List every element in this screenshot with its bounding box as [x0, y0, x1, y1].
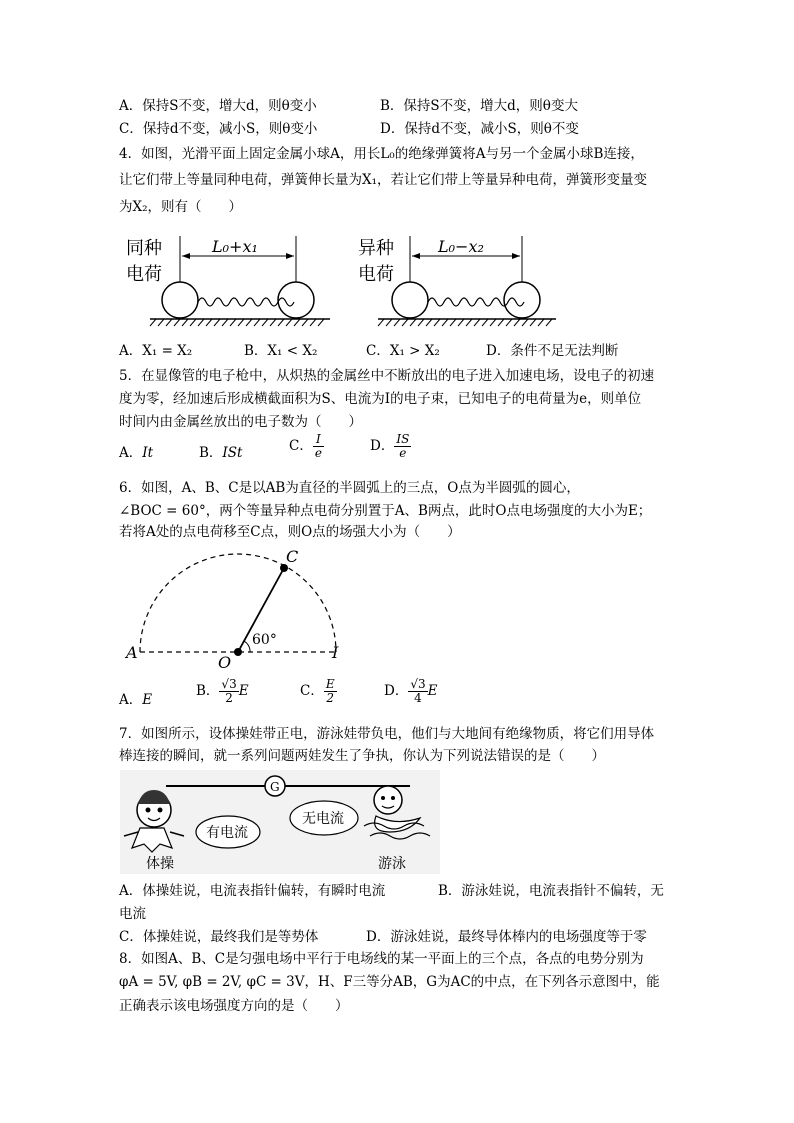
- q4-right-length-label: L₀−x₂: [438, 237, 484, 256]
- q4-line-2: 让它们带上等量同种电荷，弹簧伸长量为X₁，若让它们带上等量异种电荷，弹簧形变量变: [119, 172, 648, 188]
- q6-option-d: [384, 678, 437, 705]
- q6-option-d-numerator: √3: [410, 677, 426, 691]
- q4-left-ball-b: [278, 282, 314, 318]
- q6-semicircle-figure: [120, 544, 350, 672]
- q6-option-c-denominator: 2: [326, 691, 335, 705]
- q5-option-d: [370, 433, 411, 460]
- q6-line-1: 6．如图，A、B、C是以AB为直径的半圆弧上的三点，O点为半圆弧的圆心，: [119, 480, 580, 496]
- q6-option-c-numerator: E: [325, 677, 335, 691]
- q4-option-b: B．X₁ < X₂: [244, 343, 318, 359]
- q6-option-b-numerator: √3: [221, 677, 237, 691]
- q5-line-1: 5．在显像管的电子枪中，从炽热的金属丝中不断放出的电子进入加速电场，设电子的初速: [119, 368, 655, 384]
- q7-line-1: 7．如图所示，设体操娃带正电，游泳娃带负电，他们与大地间有绝缘物质，将它们用导体: [119, 726, 655, 742]
- q3-option-c: C．保持d不变，减小S，则θ变小: [119, 121, 318, 137]
- q8-line-3: 正确表示该电场强度方向的是（ ）: [119, 998, 349, 1014]
- q5-line-2: 度为零，经加速后形成横截面积为S、电流为I的电子束，已知电子的电荷量为e，则单位: [119, 391, 642, 407]
- q4-left-label-2: 电荷: [126, 264, 162, 285]
- q6-option-b-denominator: 2: [225, 691, 233, 705]
- q4-option-d: D．条件不足无法判断: [486, 343, 619, 359]
- q3-option-a: A．保持S不变，增大d，则θ变小: [119, 98, 317, 114]
- q7-cartoon-figure: [120, 770, 440, 874]
- q7-option-c: C．体操娃说，最终我们是等势体: [119, 929, 319, 945]
- q4-spring-figure: [120, 228, 570, 328]
- q5-option-c-label: C．: [289, 438, 313, 454]
- q6-angle-label: 60°: [252, 632, 277, 648]
- q7-galvanometer-label: G: [270, 780, 280, 794]
- q5-line-3: 时间内由金属丝放出的电子数为（ ）: [119, 414, 362, 430]
- q6-line-2: ∠BOC = 60°，两个等量异种点电荷分别置于A、B两点，此时O点电场强度的大小为E；: [119, 503, 652, 519]
- q5-option-a-expr: It: [142, 445, 154, 461]
- q4-right-label-1: 异种: [358, 238, 394, 259]
- q7-option-a: A．体操娃说，电流表指针偏转，有瞬时电流: [119, 883, 386, 899]
- q4-right-label-2: 电荷: [358, 264, 394, 285]
- q6-option-c: [300, 678, 337, 705]
- q6-option-b: [196, 678, 249, 705]
- q6-arc: [140, 554, 336, 652]
- q5-option-c-numerator: I: [313, 433, 324, 447]
- q8-line-1: 8．如图A、B、C是匀强电场中平行于电场线的某一平面上的三个点，各点的电势分别为: [119, 951, 644, 967]
- q7-label-gymnast: 体操: [146, 856, 174, 872]
- q5-option-a: [119, 443, 153, 463]
- q3-option-d: D．保持d不变，减小S，则θ不变: [380, 121, 579, 137]
- q4-left-ball-a: [162, 282, 198, 318]
- q6-point-o: [234, 648, 242, 656]
- q8-line-2: φA = 5V, φB = 2V, φC = 3V，H、F三等分AB，G为AC的中点，在下列各示意图中，能: [119, 974, 660, 990]
- q6-label-b: I: [332, 643, 339, 662]
- q4-left-label-1: 同种: [126, 238, 162, 259]
- q5-option-d-numerator: IS: [396, 432, 410, 446]
- q5-option-c: [289, 433, 324, 460]
- q4-option-a: A．X₁ = X₂: [119, 343, 193, 359]
- q6-option-d-tail: E: [427, 683, 438, 699]
- q5-option-d-denominator: e: [399, 446, 407, 460]
- q6-line-3: 若将A处的点电荷移至C点，则O点的场强大小为（ ）: [119, 524, 461, 540]
- q6-option-a-expr: E: [142, 692, 153, 708]
- q4-option-c: C．X₁ > X₂: [366, 343, 440, 359]
- q6-label-c: C: [286, 547, 299, 566]
- q6-option-b-label: B．: [196, 683, 220, 699]
- q7-line-2: 棒连接的瞬间，就一系列问题两娃发生了争执，你认为下列说法错误的是（ ）: [119, 748, 605, 764]
- q7-option-d: D．游泳娃说，最终导体棒内的电场强度等于零: [366, 929, 647, 945]
- q7-bubble-left-text: 有电流: [206, 825, 248, 841]
- q5-option-d-label: D．: [370, 438, 395, 454]
- q6-label-o: O: [218, 653, 232, 672]
- q5-option-a-label: A．: [119, 445, 143, 461]
- q5-option-b-expr: ISt: [222, 445, 243, 461]
- q4-left-length-label: L₀+x₁: [212, 237, 258, 256]
- q3-option-b: B．保持S不变，增大d，则θ变大: [380, 98, 578, 114]
- q7-label-swimmer: 游泳: [378, 856, 406, 872]
- q6-option-a-label: A．: [119, 692, 143, 708]
- q7-bubble-right-text: 无电流: [302, 811, 344, 827]
- q5-option-c-denominator: e: [314, 446, 322, 460]
- q7-option-b-line-1: B．游泳娃说，电流表指针不偏转，无: [438, 883, 664, 899]
- q6-option-b-tail: E: [238, 683, 249, 699]
- q6-option-d-denominator: 4: [414, 691, 422, 705]
- q4-line-1: 4．如图，光滑平面上固定金属小球A，用长L₀的绝缘弹簧将A与另一个金属小球B连接，: [119, 146, 644, 162]
- q6-option-a: [119, 690, 152, 710]
- q5-option-b-label: B．: [199, 445, 223, 461]
- q7-option-b-line-2: 电流: [119, 906, 146, 922]
- q6-label-a: A: [126, 643, 138, 662]
- q4-right-ball-a: [392, 282, 428, 318]
- q5-option-b: [199, 443, 242, 463]
- q6-option-c-label: C．: [300, 683, 324, 699]
- q4-line-3: 为X₂，则有（ ）: [119, 199, 243, 215]
- q6-option-d-label: D．: [384, 683, 409, 699]
